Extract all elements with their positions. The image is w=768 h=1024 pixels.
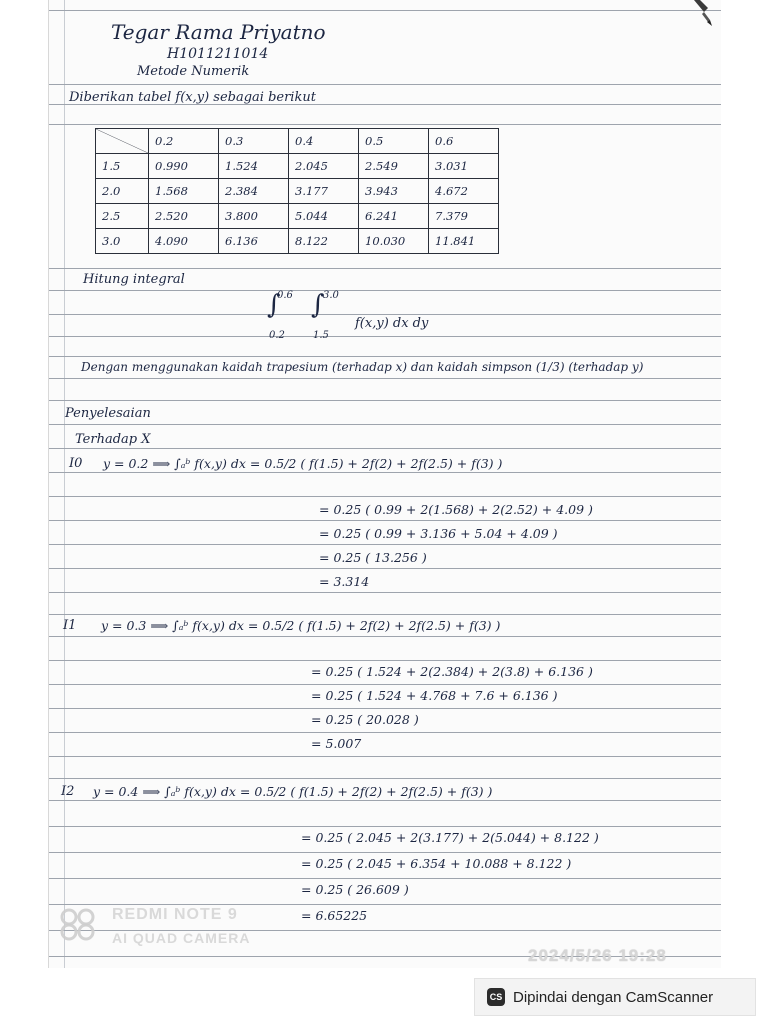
table-cell: 2.045 bbox=[289, 154, 359, 179]
data-table bbox=[95, 128, 499, 254]
ruled-line bbox=[49, 10, 721, 11]
table-row bbox=[96, 229, 499, 254]
step2-line2: = 0.25 ( 2.045 + 6.354 + 10.088 + 8.122 ) bbox=[301, 856, 572, 871]
table-row-header: 2.5 bbox=[96, 204, 149, 229]
inner-lower-limit: 1.5 bbox=[313, 330, 329, 341]
step0-line1: = 0.25 ( 0.99 + 2(1.568) + 2(2.52) + 4.09 ) bbox=[319, 502, 593, 517]
ruled-line bbox=[49, 852, 721, 853]
outer-lower-limit: 0.2 bbox=[269, 330, 285, 341]
ruled-line bbox=[49, 756, 721, 757]
ruled-line bbox=[49, 268, 721, 269]
ruled-line bbox=[49, 778, 721, 779]
ruled-line bbox=[49, 636, 721, 637]
table-cell: 6.136 bbox=[219, 229, 289, 254]
table-cell: 1.568 bbox=[149, 179, 219, 204]
ruled-line bbox=[49, 336, 721, 337]
step1-line1: = 0.25 ( 1.524 + 2(2.384) + 2(3.8) + 6.136 ) bbox=[311, 664, 593, 679]
table-corner-cell bbox=[96, 129, 149, 154]
inner-integral-sign: ∫ bbox=[311, 290, 325, 320]
ruled-line bbox=[49, 314, 721, 315]
table-col-header: 0.6 bbox=[429, 129, 499, 154]
step1-label: I1 bbox=[63, 618, 77, 633]
hitung-label: Hitung integral bbox=[83, 272, 185, 287]
camscanner-footer bbox=[474, 978, 756, 1016]
table-cell: 8.122 bbox=[289, 229, 359, 254]
ruled-line bbox=[49, 660, 721, 661]
integrand: f(x,y) dx dy bbox=[355, 316, 429, 331]
table-cell: 2.520 bbox=[149, 204, 219, 229]
step1-line3: = 0.25 ( 20.028 ) bbox=[311, 712, 419, 727]
method-text: Dengan menggunakan kaidah trapesium (terhadap x) dan kaidah simpson (1/3) (terhadap y) bbox=[81, 360, 644, 374]
table-cell: 1.524 bbox=[219, 154, 289, 179]
outer-integral-sign: ∫ bbox=[267, 290, 281, 320]
problem-intro: Diberikan tabel f(x,y) sebagai berikut bbox=[69, 90, 316, 105]
table-cell: 6.241 bbox=[359, 204, 429, 229]
step1-result: = 5.007 bbox=[311, 736, 362, 751]
ruled-line bbox=[49, 378, 721, 379]
step1-line2: = 0.25 ( 1.524 + 4.768 + 7.6 + 6.136 ) bbox=[311, 688, 558, 703]
outer-upper-limit: 0.6 bbox=[277, 290, 293, 301]
ruled-line bbox=[49, 520, 721, 521]
step0-label: I0 bbox=[69, 456, 83, 471]
step0-result: = 3.314 bbox=[319, 574, 370, 589]
ruled-line bbox=[49, 684, 721, 685]
table-cell: 4.672 bbox=[429, 179, 499, 204]
table-col-header: 0.2 bbox=[149, 129, 219, 154]
table-row bbox=[96, 204, 499, 229]
ruled-line bbox=[49, 614, 721, 615]
ruled-line bbox=[49, 544, 721, 545]
ruled-line bbox=[49, 732, 721, 733]
camscanner-logo-icon: CS bbox=[487, 988, 505, 1006]
table-row-header: 2.0 bbox=[96, 179, 149, 204]
camscanner-text: Dipindai dengan CamScanner bbox=[513, 988, 714, 1006]
ruled-line bbox=[49, 878, 721, 879]
step0-line2: = 0.25 ( 0.99 + 3.136 + 5.04 + 4.09 ) bbox=[319, 526, 558, 541]
table-cell: 3.031 bbox=[429, 154, 499, 179]
step2-line1: = 0.25 ( 2.045 + 2(3.177) + 2(5.044) + 8.122 ) bbox=[301, 830, 599, 845]
step0-equation: y = 0.2 ⟹ ∫ₐᵇ f(x,y) dx = 0.5/2 ( f(1.5) + 2f(2) + 2f(2.5) + f(3) ) bbox=[103, 456, 503, 471]
table-row-header: 3.0 bbox=[96, 229, 149, 254]
ruled-line bbox=[49, 448, 721, 449]
ruled-line bbox=[49, 568, 721, 569]
ruled-line bbox=[49, 472, 721, 473]
ruled-line bbox=[49, 400, 721, 401]
table-header-row bbox=[96, 129, 499, 154]
camera-watermark-icon bbox=[58, 906, 98, 942]
ruled-line bbox=[49, 592, 721, 593]
step2-result: = 6.65225 bbox=[301, 908, 368, 923]
watermark-line1: REDMI NOTE 9 bbox=[112, 906, 238, 923]
table-cell: 7.379 bbox=[429, 204, 499, 229]
table-cell: 2.549 bbox=[359, 154, 429, 179]
course-name: Metode Numerik bbox=[137, 64, 250, 79]
table-cell: 5.044 bbox=[289, 204, 359, 229]
table-row bbox=[96, 154, 499, 179]
step0-line3: = 0.25 ( 13.256 ) bbox=[319, 550, 427, 565]
step2-line3: = 0.25 ( 26.609 ) bbox=[301, 882, 409, 897]
solution-subheading: Terhadap X bbox=[75, 432, 151, 447]
watermark-line2: AI QUAD CAMERA bbox=[112, 930, 251, 946]
ruled-line bbox=[49, 356, 721, 357]
table-row bbox=[96, 179, 499, 204]
ruled-line bbox=[49, 826, 721, 827]
ruled-line bbox=[49, 424, 721, 425]
table-row-header: 1.5 bbox=[96, 154, 149, 179]
table-col-header: 0.5 bbox=[359, 129, 429, 154]
table-cell: 2.384 bbox=[219, 179, 289, 204]
pen-tip-icon bbox=[690, 0, 724, 30]
table-col-header: 0.3 bbox=[219, 129, 289, 154]
step1-equation: y = 0.3 ⟹ ∫ₐᵇ f(x,y) dx = 0.5/2 ( f(1.5) + 2f(2) + 2f(2.5) + f(3) ) bbox=[101, 618, 501, 633]
table-cell: 11.841 bbox=[429, 229, 499, 254]
solution-heading: Penyelesaian bbox=[65, 406, 151, 421]
ruled-line bbox=[49, 800, 721, 801]
margin-line bbox=[64, 0, 65, 968]
ruled-line bbox=[49, 290, 721, 291]
table-cell: 10.030 bbox=[359, 229, 429, 254]
table-cell: 4.090 bbox=[149, 229, 219, 254]
table-cell: 3.177 bbox=[289, 179, 359, 204]
ruled-line bbox=[49, 708, 721, 709]
diagonal-line bbox=[96, 129, 148, 153]
ruled-line bbox=[49, 496, 721, 497]
student-name: Tegar Rama Priyatno bbox=[111, 20, 326, 44]
table-col-header: 0.4 bbox=[289, 129, 359, 154]
timestamp: 2024/5/26 19:28 bbox=[528, 946, 667, 965]
table-cell: 3.800 bbox=[219, 204, 289, 229]
table-cell: 0.990 bbox=[149, 154, 219, 179]
table-cell: 3.943 bbox=[359, 179, 429, 204]
ruled-line bbox=[49, 84, 721, 85]
step2-label: I2 bbox=[61, 784, 75, 799]
ruled-line bbox=[49, 124, 721, 125]
inner-upper-limit: 3.0 bbox=[323, 290, 339, 301]
student-id: H1011211014 bbox=[167, 46, 269, 62]
ruled-line bbox=[49, 904, 721, 905]
step2-equation: y = 0.4 ⟹ ∫ₐᵇ f(x,y) dx = 0.5/2 ( f(1.5) + 2f(2) + 2f(2.5) + f(3) ) bbox=[93, 784, 493, 799]
